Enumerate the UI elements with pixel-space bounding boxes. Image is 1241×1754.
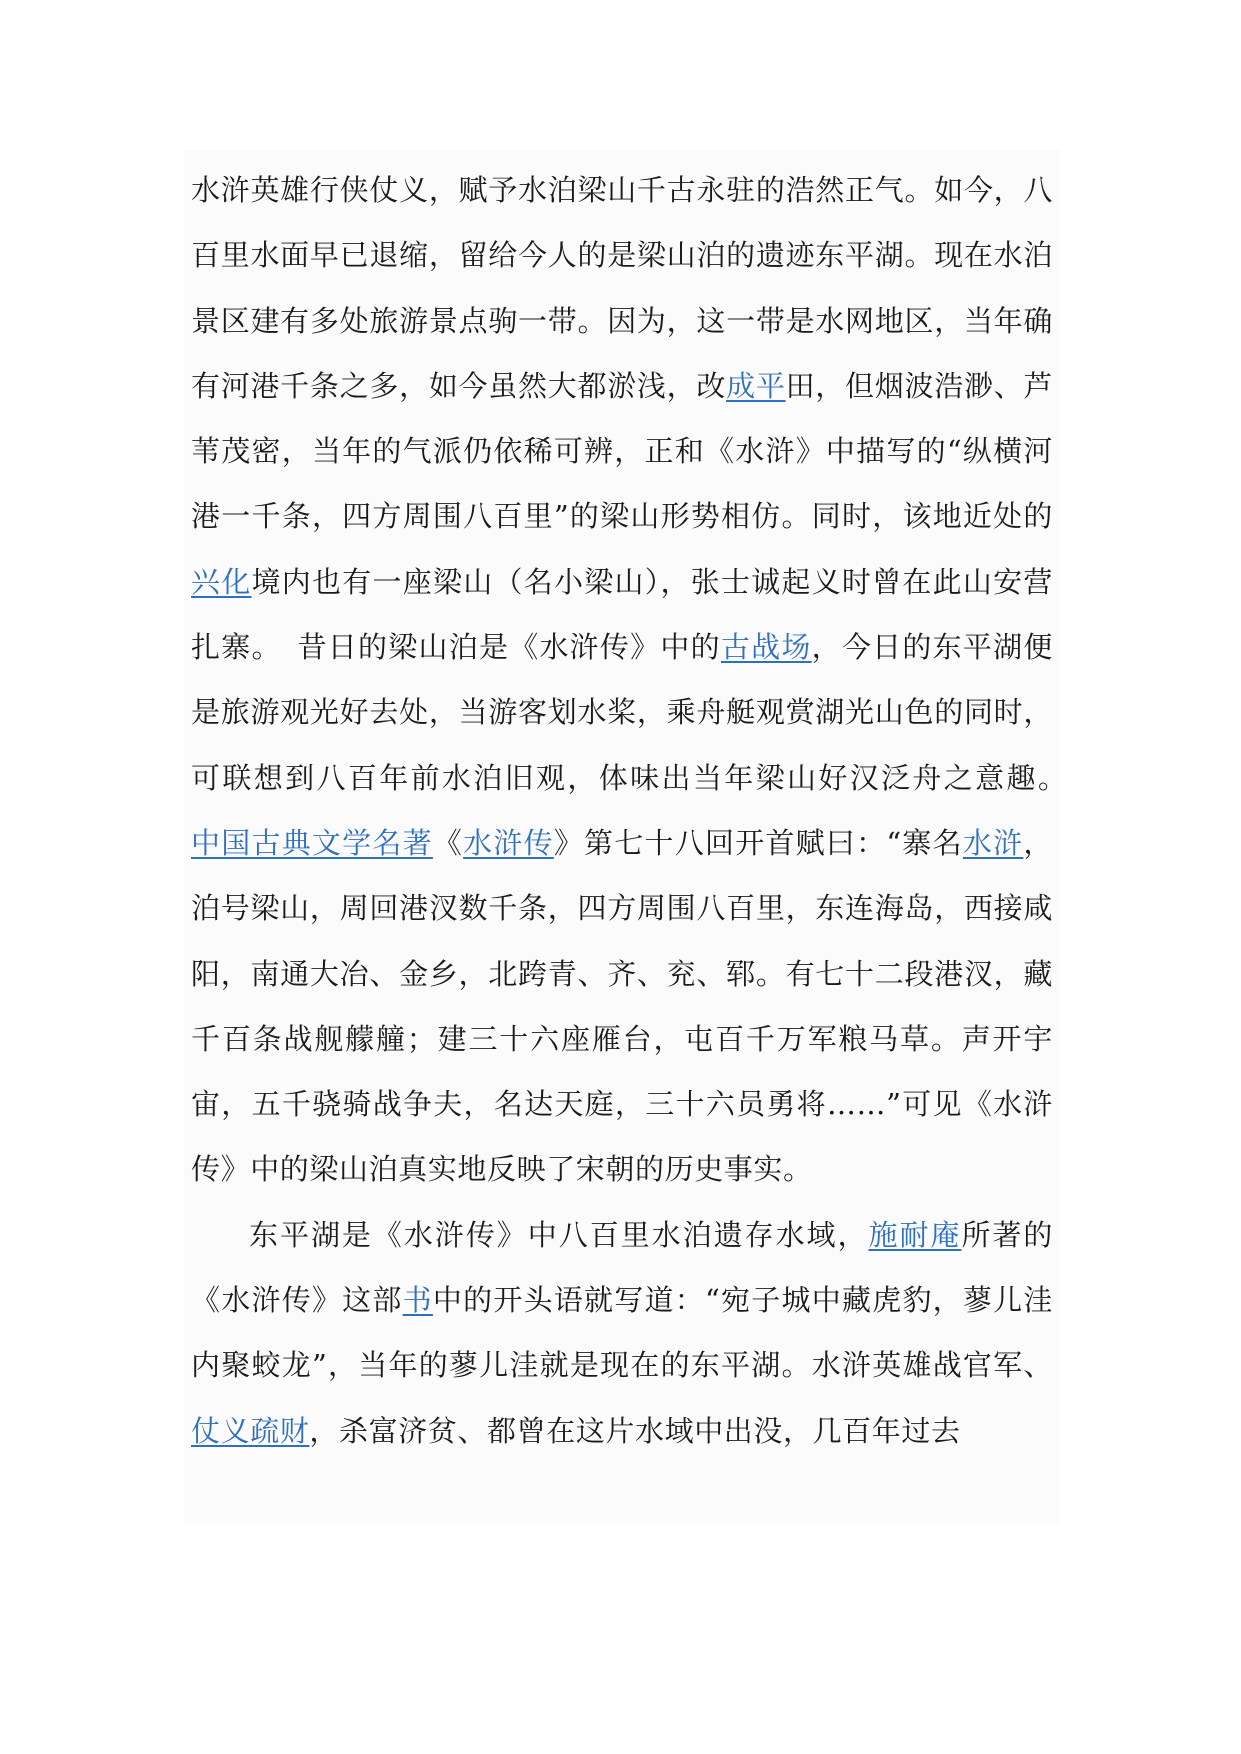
hyperlink[interactable]: 仗义疏财 — [191, 1413, 310, 1448]
document-text — [191, 158, 1083, 1464]
hyperlink[interactable]: 兴化 — [191, 564, 252, 599]
text-run: 东平湖是《水浒传》中八百里水泊遗存水域， — [249, 1217, 869, 1252]
text-run: 中的开头语就写道：“宛子城中藏虎豹，蓼儿洼内聚蛟龙”，当年的蓼儿洼就是现在的东平湖。水浒英雄战官军、 — [191, 1283, 1053, 1383]
paragraph-1 — [191, 158, 1083, 1203]
text-run: ，今日的东平湖便是旅游观光好去处，当游客划水桨，乘舟艇观赏湖光山色的同时，可联想到八百年前水泊旧观，体味出当年梁山好汉泛舟之意趣。 — [191, 630, 1083, 795]
text-run: 田，但烟波浩渺、芦苇茂密，当年的气派仍依稀可辨，正和《水浒》中描写的“纵横河港一千条，四方周围八百里”的梁山形势相仿。同时，该地近处的 — [191, 368, 1054, 534]
text-run: 境内也有一座梁山（名小梁山），张士诚起义时曾在此山安营扎寨。 昔日的梁山泊是《水浒传》中的 — [191, 564, 1054, 665]
text-run: 水浒英雄行侠仗义，赋予水泊梁山千古永驻的浩然正气。如今，八百里水面早已退缩，留给今人的是梁山泊的遗迹东平湖。现在水泊景区建有多处旅游景点驹一带。因为，这一带是水网地区，当年确有河港千条之多，如今虽然大都淤浅，改 — [191, 173, 1053, 403]
hyperlink[interactable]: 水浒传 — [463, 825, 554, 860]
paragraph-2 — [191, 1203, 1053, 1464]
hyperlink[interactable]: 书 — [402, 1283, 433, 1318]
hyperlink[interactable]: 水浒 — [962, 825, 1024, 860]
hyperlink[interactable]: 成平 — [726, 368, 786, 403]
text-run: 《 — [432, 825, 464, 860]
hyperlink[interactable]: 古战场 — [720, 630, 812, 665]
text-run: ，泊号梁山，周回港汊数千条，四方周围八百里，东连海岛，西接咸阳，南通大冶、金乡，北跨青、齐、兖、郓。有七十二段港汊，藏千百条战舰艨艟；建三十六座雁台，屯百千万军粮马草。声开宇宙，五千骁骑战争夫，名达天庭，三十六员勇将……”可见《水浒传》中的梁山泊真实地反映了宋朝的历史事实。 — [191, 825, 1053, 1187]
text-run: 所著的《水浒传》这部 — [191, 1217, 1053, 1318]
hyperlink[interactable]: 中国古典文学名著 — [191, 825, 433, 860]
text-run: 》第七十八回开首赋曰：“寨名 — [553, 825, 963, 860]
document-page — [184, 150, 1083, 1523]
hyperlink[interactable]: 施耐庵 — [868, 1217, 962, 1252]
text-run: ，杀富济贫、都曾在这片水域中出没，几百年过去 — [309, 1413, 961, 1448]
